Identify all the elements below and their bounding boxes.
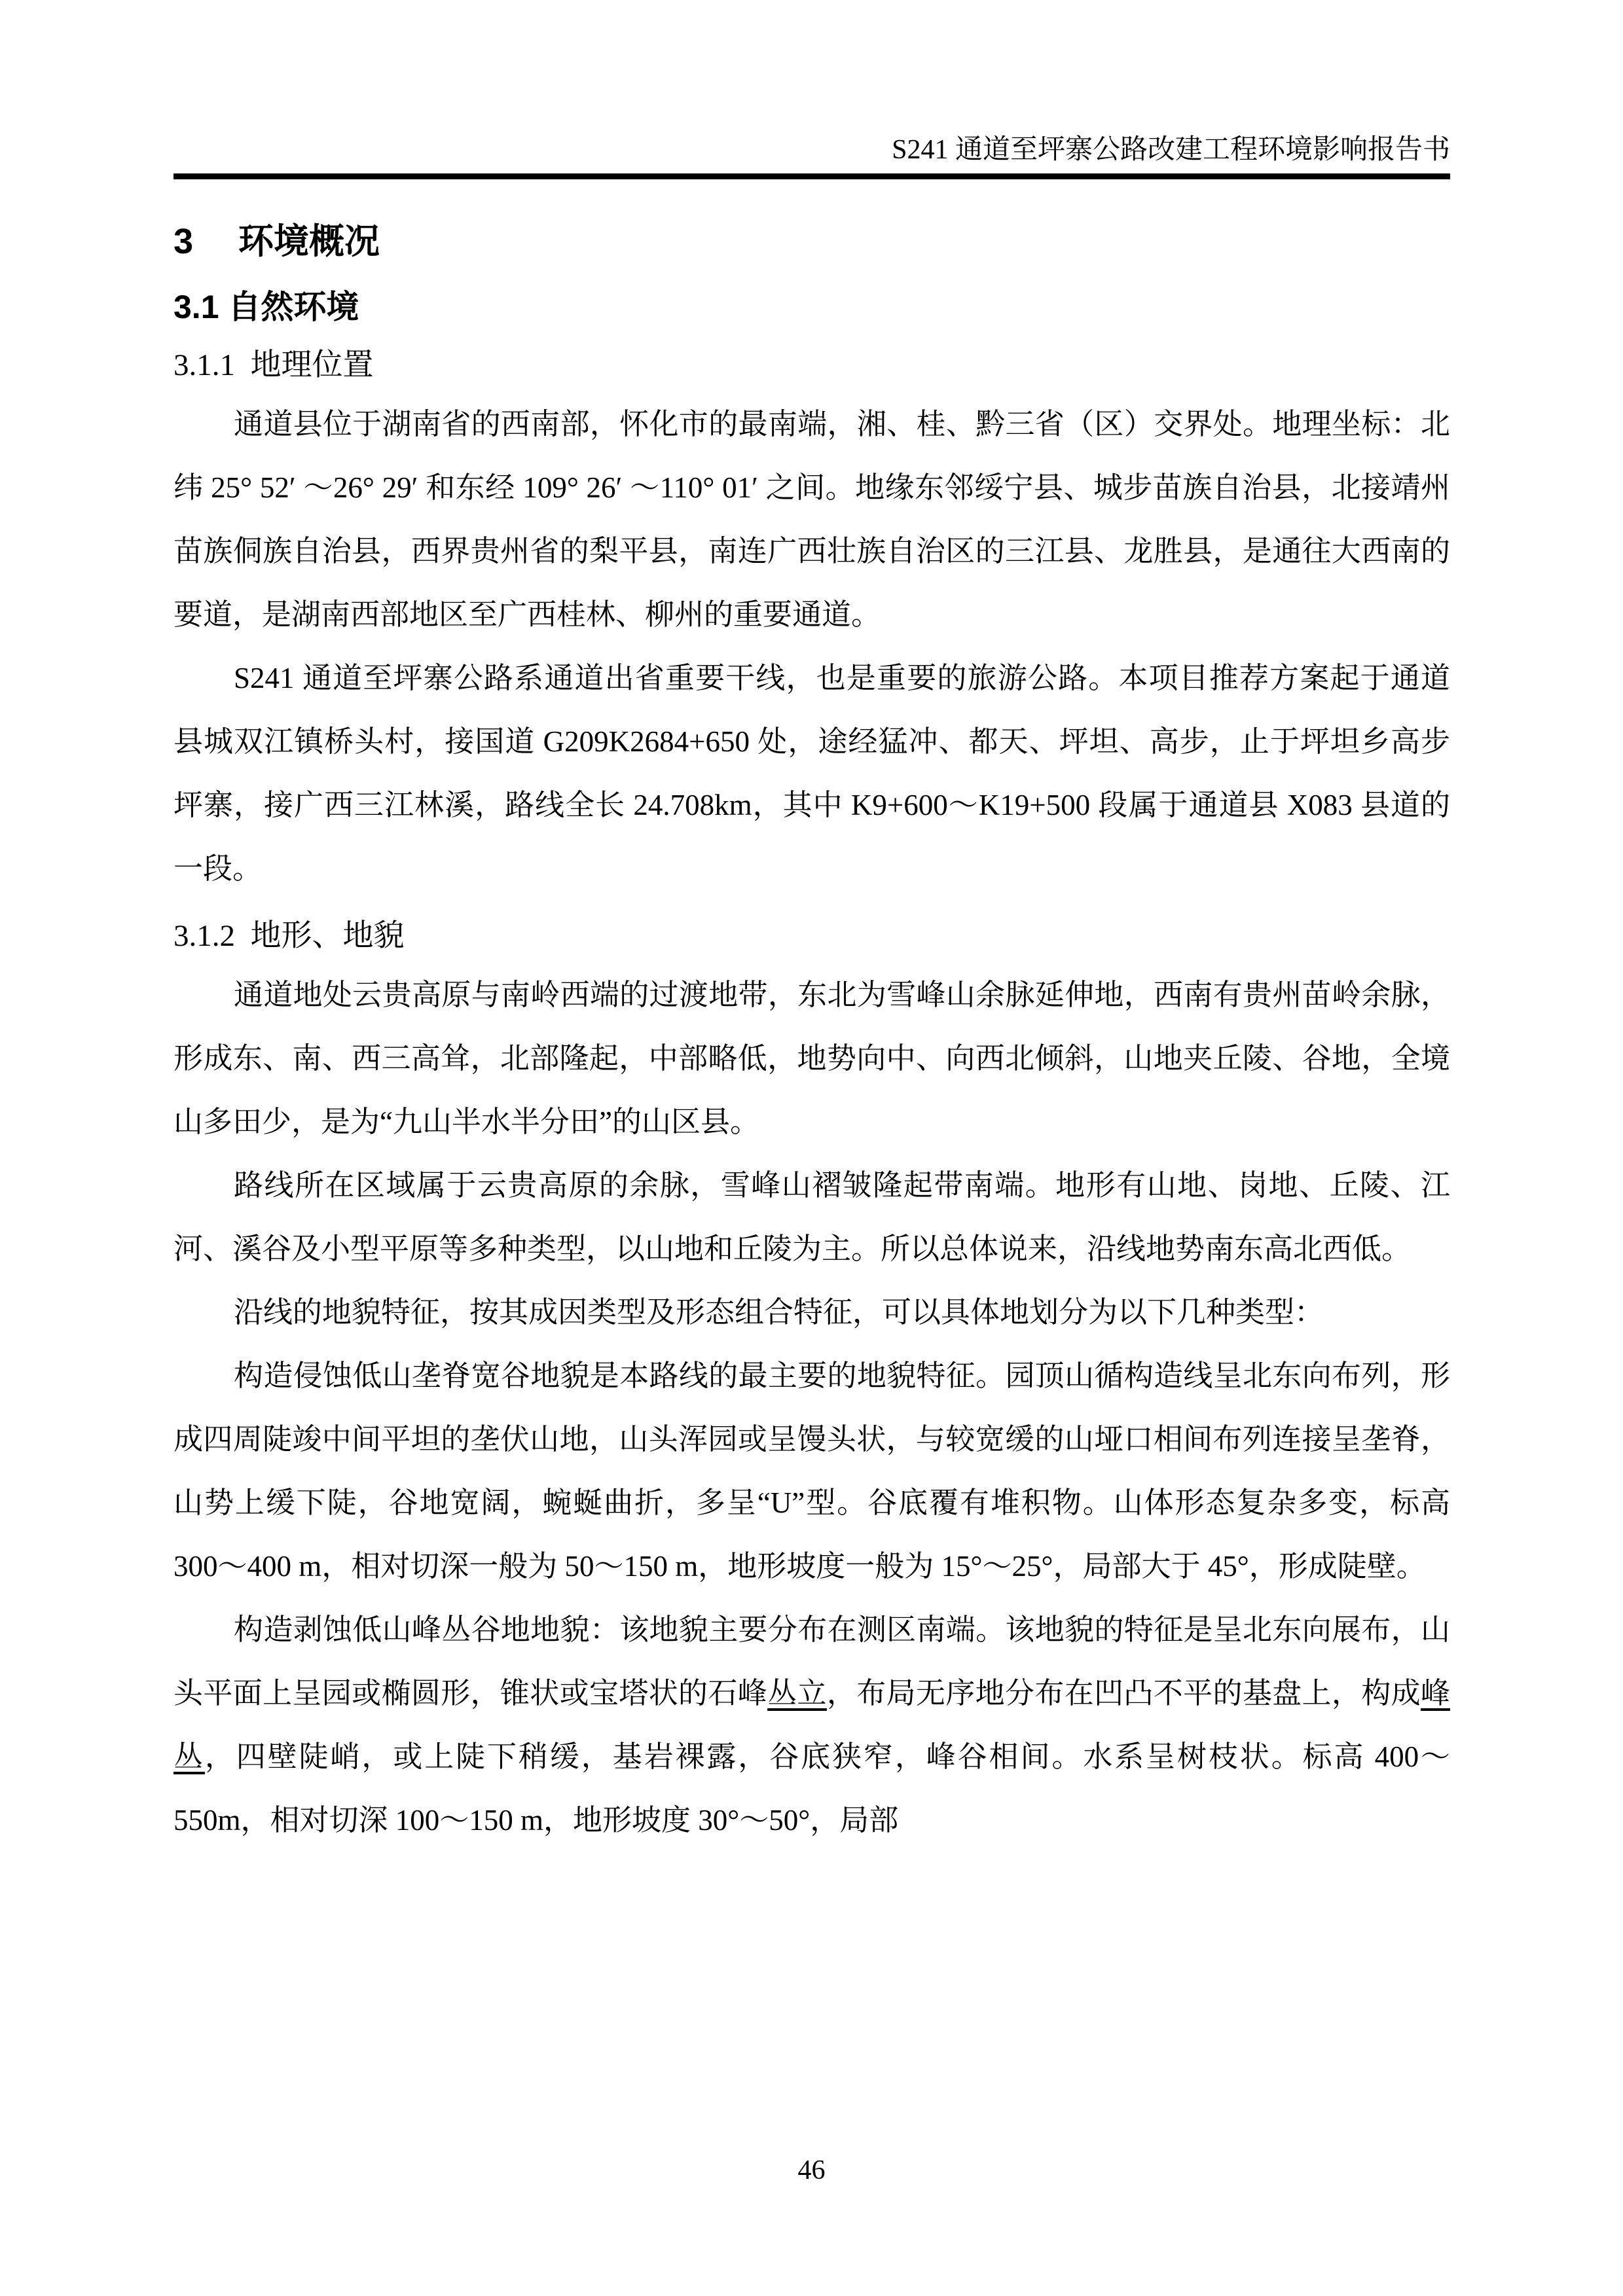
paragraph-landform-ridge-valley: 构造侵蚀低山垄脊宽谷地貌是本路线的最主要的地貌特征。园顶山循构造线呈北东向布列，形成四周陡竣中间平坦的垄伏山地，山头浑园或呈馒头状，与较宽缓的山垭口相间布列连接呈垄脊，山势上缓下陡，谷地宽阔，蜿蜒曲折，多呈“U”型。谷底覆有堆积物。山体形态复杂多变，标高 300～400 m，相对切深一般为 50～150 m，地形坡度一般为 15°～25°，局部大于 45°，形成陡壁。: [173, 1359, 1450, 1583]
paragraph-terrain-1: 通道地处云贵高原与南岭西端的过渡地带，东北为雪峰山余脉延伸地，西南有贵州苗岭余脉，形成东、南、西三高耸，北部隆起，中部略低，地势向中、向西北倾斜，山地夹丘陵、谷地，全境山多田少，是为“九山半水半分田”的山区县。: [173, 978, 1450, 1138]
header-rule: [173, 173, 1450, 179]
section-heading-3-1-2: 3.1.2 地形、地貌: [173, 919, 405, 953]
paragraph-geographic-location-1: 通道县位于湖南省的西南部，怀化市的最南端，湘、桂、黔三省（区）交界处。地理坐标：北纬 25° 52′ ～26° 29′ 和东经 109° 26′ ～110° 01′ 之间。地缘东邻绥宁县、城步苗族自治县，北接靖州苗族侗族自治县，西界贵州省的梨平县，南连广西壮族自治区的三江县、龙胜县，是通往大西南的要道，是湖南西部地区至广西桂林、柳州的重要通道。: [173, 408, 1450, 631]
underlined-term-fengcong: 峰丛: [173, 1677, 1450, 1773]
running-header-title: S241 通道至坪寨公路改建工程环境影响报告书: [892, 135, 1450, 165]
section-heading-3-1: 3.1 自然环境: [173, 289, 359, 325]
peak-cluster-text-3: ，四壁陡峭，或上陡下稍缓，基岩裸露，谷底狭窄，峰谷相间。水系呈树枝状。标高 400～550m，相对切深 100～150 m，地形坡度 30°～50°，局部: [173, 1740, 1450, 1837]
paragraph-geographic-location-2: S241 通道至坪寨公路系通道出省重要干线，也是重要的旅游公路。本项目推荐方案起于通道县城双江镇桥头村，接国道 G209K2684+650 处，途经猛冲、都天、坪坦、高步，止于坪坦乡高步坪寨，接广西三江林溪，路线全长 24.708km，其中 K9+600～K19+500 段属于通道县 X083 县道的一段。: [173, 662, 1450, 885]
peak-cluster-text-1: 构造剥蚀低山峰丛谷地地貌：该地貌主要分布在测区南端。该地貌的特征是呈北东向展布，山头平面上呈园或椭圆形，锥状或宝塔状的石峰: [173, 1613, 1450, 1710]
page-footer: [0, 2155, 1623, 2186]
underlined-term-congli: 丛立: [767, 1677, 827, 1710]
page-header: [173, 0, 1450, 179]
section-heading-3: 3 环境概况: [173, 222, 380, 261]
section-heading-3-1-1: 3.1.1 地理位置: [173, 348, 374, 382]
peak-cluster-text-2: ，布局无序地分布在凹凸不平的基盘上，构成: [826, 1677, 1421, 1710]
paragraph-terrain-3: 沿线的地貌特征，按其成因类型及形态组合特征，可以具体地划分为以下几种类型：: [234, 1296, 1324, 1329]
page-content: [173, 221, 1450, 1852]
page-number: 46: [797, 2155, 826, 2185]
paragraph-terrain-2: 路线所在区域属于云贵高原的余脉，雪峰山褶皱隆起带南端。地形有山地、岗地、丘陵、江河、溪谷及小型平原等多种类型，以山地和丘陵为主。所以总体说来，沿线地势南东高北西低。: [173, 1169, 1450, 1265]
paragraph-landform-peak-cluster: [173, 1598, 1450, 1852]
